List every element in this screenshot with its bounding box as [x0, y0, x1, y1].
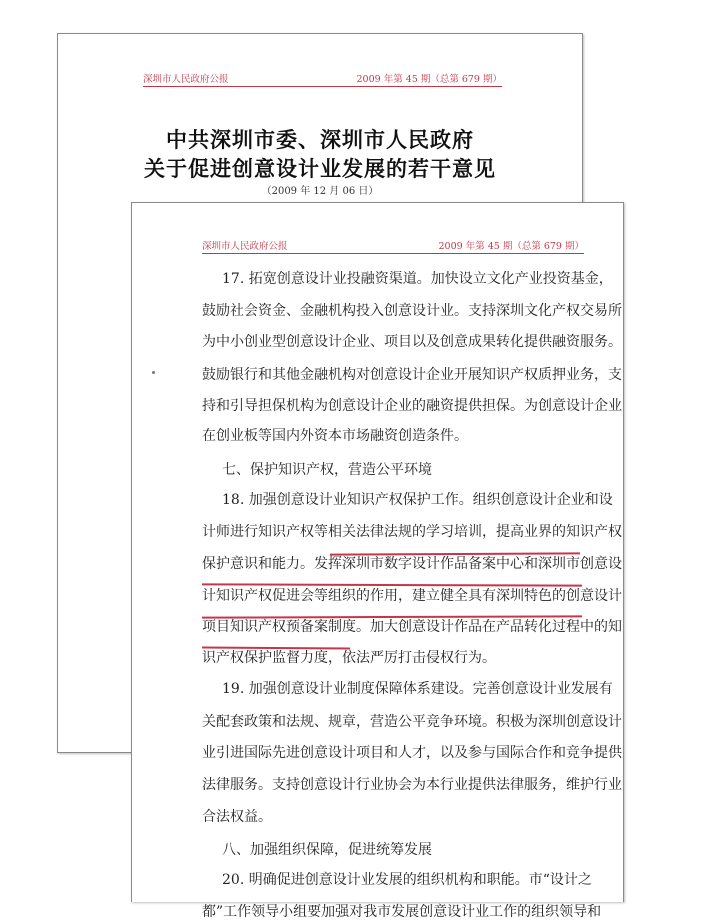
- issue-number: 2009 年第 45 期（总第 679 期）: [438, 241, 584, 252]
- document-title-line-1: 中共深圳市委、深圳市人民政府: [166, 128, 474, 152]
- header-rule: [143, 86, 502, 87]
- paragraph-20-line-1: 20. 明确促进创意设计业发展的组织机构和职能。市“设计之: [222, 872, 592, 888]
- paragraph-19-line-5: 合法权益。: [202, 809, 272, 825]
- gazette-name: 深圳市人民政府公报: [143, 74, 229, 85]
- header-rule: [202, 253, 584, 254]
- paragraph-17-line-1: 17. 拓宽创意设计业投融资渠道。加快设立文化产业投资基金，: [222, 271, 613, 287]
- section-heading-8: 八、加强组织保障，促进统筹发展: [222, 842, 432, 858]
- document-title-line-2: 关于促进创意设计业发展的若干意见: [144, 157, 496, 181]
- gazette-name: 深圳市人民政府公报: [202, 241, 288, 252]
- paragraph-20-line-2: 都”工作领导小组要加强对我市发展创意设计业工作的组织领导和: [202, 904, 602, 920]
- paragraph-17-line-2: 鼓励社会资金、金融机构投入创意设计业。支持深圳文化产权交易所: [202, 303, 622, 319]
- paragraph-18-line-6: 识产权保护监督力度，依法严厉打击侵权行为。: [202, 650, 496, 666]
- document-date: （2009 年 12 月 06 日）: [261, 186, 379, 197]
- paragraph-17-line-6: 在创业板等国内外资本市场融资创造条件。: [202, 428, 468, 444]
- section-heading-7: 七、保护知识产权，营造公平环境: [222, 462, 432, 478]
- paragraph-18-line-4: 计知识产权促进会等组织的作用，建立健全具有深圳特色的创意设计: [202, 588, 622, 604]
- paragraph-19-line-3: 业引进国际先进创意设计项目和人才，以及参与国际合作和竞争提供: [202, 745, 622, 761]
- paragraph-17-line-4: 鼓励银行和其他金融机构对创意设计企业开展知识产权质押业务，支: [202, 367, 622, 383]
- paragraph-17-line-5: 持和引导担保机构为创意设计企业的融资提供担保。为创意设计企业: [202, 398, 622, 414]
- paragraph-19-line-1: 19. 加强创意设计业制度保障体系建设。完善创意设计业发展有: [222, 681, 613, 697]
- paragraph-17-line-3: 为中小创业型创意设计企业、项目以及创意成果转化提供融资服务。: [202, 334, 622, 350]
- paragraph-19-line-2: 关配套政策和法规、规章，营造公平竞争环境。积极为深圳创意设计: [202, 714, 622, 730]
- paragraph-19-line-4: 法律服务。支持创意设计行业协会为本行业提供法律服务，维护行业: [202, 777, 622, 793]
- paragraph-18-line-1: 18. 加强创意设计业知识产权保护工作。组织创意设计企业和设: [222, 492, 613, 508]
- paragraph-18-line-5: 项目知识产权预备案制度。加大创意设计作品在产品转化过程中的知: [202, 619, 622, 635]
- gazette-header: [202, 238, 584, 254]
- issue-number: 2009 年第 45 期（总第 679 期）: [356, 74, 502, 85]
- paragraph-18-line-3: 保护意识和能力。发挥深圳市数字设计作品备案中心和深圳市创意设: [202, 556, 622, 572]
- scan-speck: [152, 371, 155, 374]
- gazette-page-front: [131, 202, 624, 920]
- paragraph-18-line-2: 计师进行知识产权等相关法律法规的学习培训，提高业界的知识产权: [202, 524, 622, 540]
- gazette-header: [143, 71, 502, 87]
